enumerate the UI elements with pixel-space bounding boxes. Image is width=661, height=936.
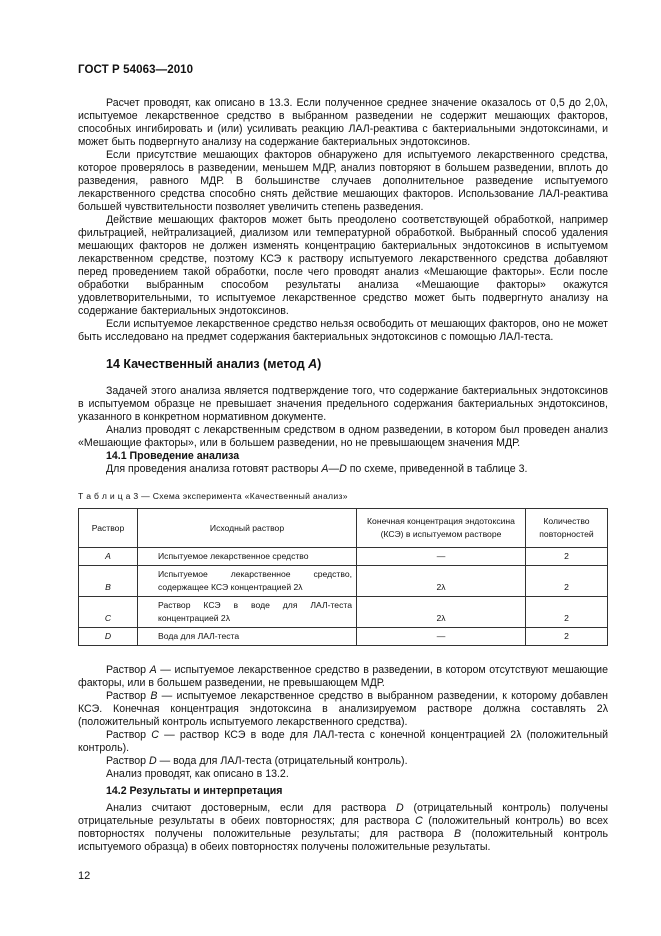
table-row — [79, 548, 608, 566]
table-caption: Т а б л и ц а 3 — Схема эксперимента «Качественный анализ» — [78, 491, 348, 501]
cell-concentration: 2λ — [357, 597, 526, 628]
column-header: Конечная концентрация эндотоксина (КСЭ) в испытуемом растворе — [357, 509, 526, 548]
paragraph: Раствор D — вода для ЛАЛ-теста (отрицательный контроль). — [106, 755, 408, 767]
cell-source: Испытуемое лекарственное средство — [138, 548, 357, 566]
paragraph: Если присутствие мешающих факторов обнаружено для испытуемого лекарственного средства, которое проверялось в разведении, меньшем МДР, анализ повторяют в большем разведении, вплоть до разведения, равного МДР. В большинстве случаев дополнительное разведение испытуемого лекарственного средства способно снять действие мешающих факторов. Использование ЛАЛ-реактива большей чувствительности позволяет увеличить степень разведения. — [78, 149, 608, 213]
paragraph: Действие мешающих факторов может быть преодолено соответствующей обработкой, например фильтрацией, нейтрализацией, диализом или температурной обработкой. Выбранный способ удаления мешающих факторов не должен изменять концентрацию бактериальных эндотоксинов в испытуемом лекарственном средстве, поэтому КСЭ к раствору испытуемого лекарственного средства добавляют перед проведением такой обработки, после чего проводят анализ «Мешающие факторы». Если после обработки выбранным способом результаты анализа «Мешающие факторы» окажутся удовлетворительными, то испытуемое лекарственное средство может быть подвергнуто анализу на содержание бактериальных эндотоксинов. — [78, 214, 608, 317]
document-header: ГОСТ Р 54063—2010 — [78, 64, 194, 76]
paragraph: Раствор А — испытуемое лекарственное средство в разведении, в котором отсутствуют мешающие факторы, или в большем разведении, не превышающем МДР. — [78, 664, 608, 689]
table-header-row — [79, 509, 608, 548]
page-number: 12 — [78, 870, 91, 882]
cell-solution: А — [79, 548, 138, 566]
cell-source: Раствор КСЭ в воде для ЛАЛ-теста концентрацией 2λ — [138, 597, 357, 628]
table-row — [79, 566, 608, 597]
cell-source: Вода для ЛАЛ-теста — [138, 628, 357, 646]
column-header: Раствор — [79, 509, 138, 548]
cell-solution: В — [79, 566, 138, 597]
paragraph: Раствор С — раствор КСЭ в воде для ЛАЛ-теста с конечной концентрацией 2λ (положительный контроль). — [78, 729, 608, 754]
cell-concentration: — — [357, 548, 526, 566]
paragraph: Расчет проводят, как описано в 13.3. Если полученное среднее значение оказалось от 0,5 до 2,0λ, испытуемое лекарственное средство в выбранном разведении не содержит мешающих факторов, способных ингибировать и (или) усиливать реакцию ЛАЛ-реактива с бактериальными эндотоксинами, и может быть подвергнуто анализу на содержание бактериальных эндотоксинов. — [78, 97, 608, 148]
cell-solution: D — [79, 628, 138, 646]
paragraph: Для проведения анализа готовят растворы А—D по схеме, приведенной в таблице 3. — [106, 463, 528, 475]
cell-repetitions: 2 — [526, 597, 608, 628]
document-body — [78, 97, 608, 854]
section-heading-14: 14 Качественный анализ (метод А) — [106, 357, 322, 371]
cell-source: Испытуемое лекарственное средство, содержащее КСЭ концентрацией 2λ — [138, 566, 357, 597]
subsection-heading-14-1: 14.1 Проведение анализа — [106, 450, 240, 462]
paragraph: Раствор В — испытуемое лекарственное средство в выбранном разведении, к которому добавлен КСЭ. Конечная концентрация эндотоксина в анализируемом растворе должна составлять 2λ (положительный контроль испытуемого лекарственного средства). — [78, 690, 608, 728]
cell-solution: С — [79, 597, 138, 628]
paragraph: Анализ проводят с лекарственным средством в одном разведении, в котором был проведен анализ «Мешающие факторы», или в большем разведении, но не превышающем значения МДР. — [78, 424, 608, 449]
paragraph: Задачей этого анализа является подтверждение того, что содержание бактериальных эндотоксинов в испытуемом образце не превышает значения предельного содержания бактериальных эндотоксинов, указанного в конкретном нормативном документе. — [78, 385, 608, 423]
subsection-heading-14-2: 14.2 Результаты и интерпретация — [106, 785, 283, 797]
cell-concentration: 2λ — [357, 566, 526, 597]
cell-repetitions: 2 — [526, 548, 608, 566]
cell-repetitions: 2 — [526, 628, 608, 646]
table-row — [79, 628, 608, 646]
cell-concentration: — — [357, 628, 526, 646]
cell-repetitions: 2 — [526, 566, 608, 597]
column-header: Количество повторностей — [526, 509, 608, 548]
paragraph: Анализ проводят, как описано в 13.2. — [106, 768, 289, 780]
table-3 — [78, 508, 608, 646]
paragraph: Анализ считают достоверным, если для раствора D (отрицательный контроль) получены отрицательные результаты в обеих повторностях; для раствора С (положительный контроль) во всех повторностях получены положительные результаты; для раствора В (положительный контроль испытуемого образца) в обеих повторностях получены положительные результаты. — [78, 802, 609, 853]
column-header: Исходный раствор — [138, 509, 357, 548]
paragraph: Если испытуемое лекарственное средство нельзя освободить от мешающих факторов, оно не может быть исследовано на предмет содержания бактериальных эндотоксинов с помощью ЛАЛ-теста. — [78, 318, 608, 343]
table-row — [79, 597, 608, 628]
